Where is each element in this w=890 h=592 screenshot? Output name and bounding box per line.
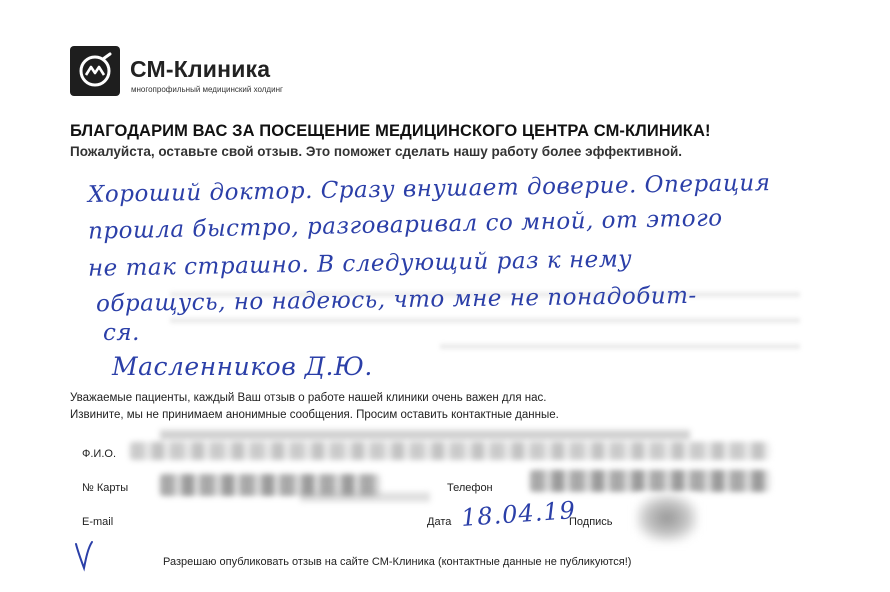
consent-check-icon [72,538,98,572]
sm-clinic-logo-icon [70,46,120,96]
fio-label: Ф.И.О. [82,448,116,460]
fio-redacted-value [160,430,690,440]
email-label: E-mail [82,516,114,528]
logo-mark-svg [70,46,120,96]
page-subtitle: Пожалуйста, оставьте свой отзыв. Это поможет сделать нашу работу более эффективной. [70,144,682,159]
review-line: обращусь, но надеюсь, что мне не понадобит- [95,282,697,318]
phone-label: Телефон [447,482,493,494]
notice-line-1: Уважаемые пациенты, каждый Ваш отзыв о работе нашей клиники очень важен для нас. [70,392,547,404]
brand-name: СМ-Клиника [130,56,271,82]
card-number-label: № Карты [82,482,129,494]
date-label: Дата [427,516,452,528]
review-line: Хороший доктор. Сразу внушает доверие. Операция [87,170,771,208]
page-title: БЛАГОДАРИМ ВАС ЗА ПОСЕЩЕНИЕ МЕДИЦИНСКОГО ЦЕНТРА СМ-КЛИНИКА! [70,122,711,140]
brand-tagline: многопрофильный медицинский холдинг [131,85,283,94]
review-author: Масленников Д.Ю. [112,352,373,381]
review-line: ся. [103,320,140,346]
ruling-line [440,344,800,349]
consent-text: Разрешаю опубликовать отзыв на сайте СМ-Клиника (контактные данные не публикуются!) [163,556,632,568]
phone-redacted-value [530,470,770,492]
review-line: не так страшно. В следующий раз к нему [87,246,633,282]
fio-redacted-value [130,442,770,460]
notice-line-2: Извините, мы не принимаем анонимные сообщения. Просим оставить контактные данные. [70,409,559,421]
date-value: 18.04.19 [460,496,577,532]
ruling-line [170,318,800,323]
review-line: прошла быстро, разговаривал со мной, от этого [87,205,723,245]
signature-label: Подпись [569,516,613,528]
signature-redacted [636,494,698,542]
redacted-smudge [300,492,430,502]
